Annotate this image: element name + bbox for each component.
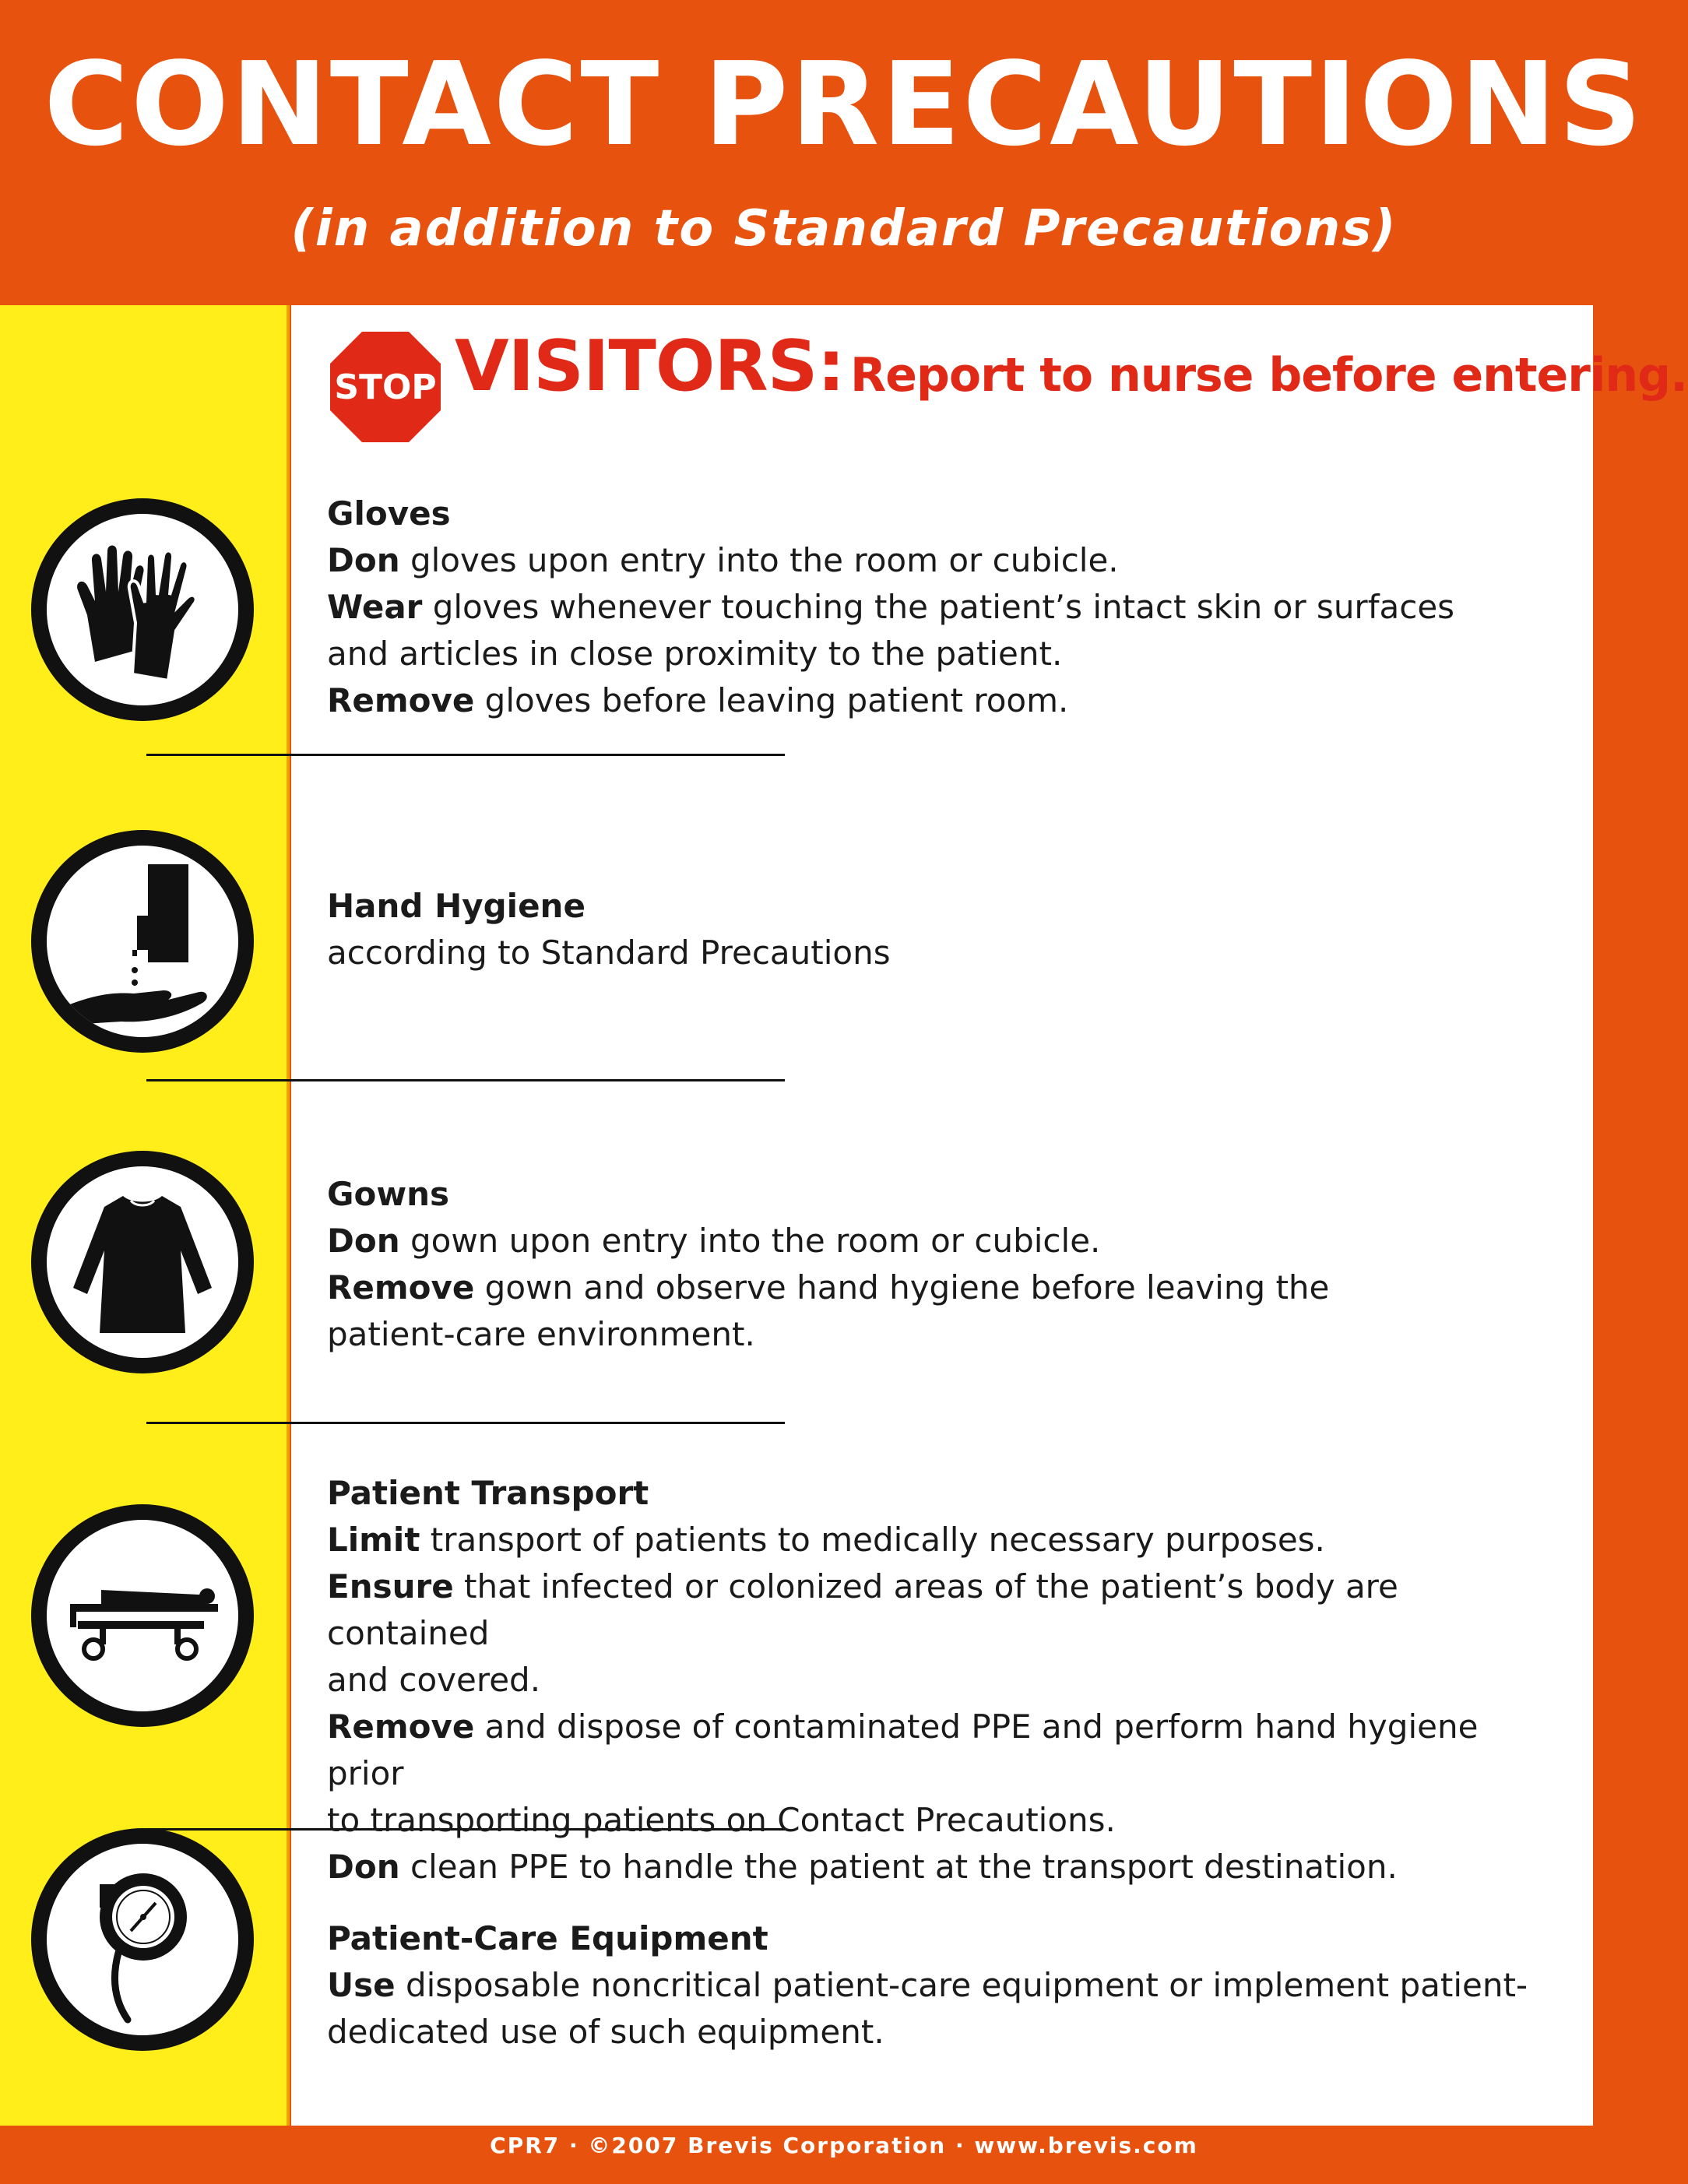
section-line: Don gown upon entry into the room or cubicle. — [327, 1222, 1101, 1260]
page-subtitle: (in addition to Standard Precautions) — [290, 200, 1398, 258]
section-hand-hygiene — [327, 883, 1542, 976]
section-heading: Gloves — [327, 494, 451, 533]
section-patient-transport — [327, 1470, 1542, 1890]
section-divider — [146, 1422, 785, 1424]
page-title: CONTACT PRECAUTIONS — [44, 37, 1644, 171]
section-heading: Patient-Care Equipment — [327, 1919, 768, 1957]
section-line: patient-care environment. — [327, 1315, 755, 1353]
section-gloves — [327, 491, 1542, 724]
stethoscope-gauge-icon — [31, 1828, 254, 2051]
icon-column-edge — [287, 305, 290, 2126]
header-banner — [0, 0, 1688, 305]
visitors-label: VISITORS: — [455, 325, 845, 407]
gown-icon — [31, 1151, 254, 1373]
section-line: Remove gloves before leaving patient room. — [327, 681, 1069, 719]
section-line: dedicated use of such equipment. — [327, 2013, 884, 2051]
section-line: according to Standard Precautions — [327, 934, 891, 972]
gloves-icon — [31, 498, 254, 721]
section-line: Ensure that infected or colonized areas of the patient’s body are contained — [327, 1567, 1398, 1652]
section-divider — [146, 1079, 785, 1081]
section-divider — [146, 754, 785, 756]
section-patient-care-equipment — [327, 1915, 1542, 2056]
section-line: Don clean PPE to handle the patient at the transport destination. — [327, 1848, 1398, 1886]
stop-sign-text: STOP — [334, 368, 437, 407]
section-line: Wear gloves whenever touching the patient’s intact skin or surfaces — [327, 588, 1455, 626]
section-line: and covered. — [327, 1661, 541, 1699]
section-heading: Hand Hygiene — [327, 887, 586, 925]
footer-credit: CPR7 · ©2007 Brevis Corporation · www.brevis.com — [490, 2133, 1198, 2158]
patient-transport-icon — [31, 1504, 254, 1727]
section-line: and articles in close proximity to the patient. — [327, 635, 1063, 673]
section-line: Limit transport of patients to medically necessary purposes. — [327, 1521, 1325, 1559]
section-heading: Patient Transport — [327, 1474, 649, 1512]
section-line: to transporting patients on Contact Precautions. — [327, 1801, 1116, 1839]
section-heading: Gowns — [327, 1175, 450, 1213]
section-line: Remove gown and observe hand hygiene before leaving the — [327, 1268, 1330, 1307]
stop-sign-icon — [324, 325, 447, 448]
section-line: Don gloves upon entry into the room or cubicle. — [327, 541, 1119, 579]
section-line: Remove and dispose of contaminated PPE and perform hand hygiene prior — [327, 1707, 1479, 1792]
visitors-instruction: Report to nurse before entering. — [850, 348, 1687, 403]
hand-hygiene-icon — [31, 830, 254, 1053]
section-line: Use disposable noncritical patient-care equipment or implement patient- — [327, 1966, 1528, 2004]
section-gowns — [327, 1171, 1542, 1358]
